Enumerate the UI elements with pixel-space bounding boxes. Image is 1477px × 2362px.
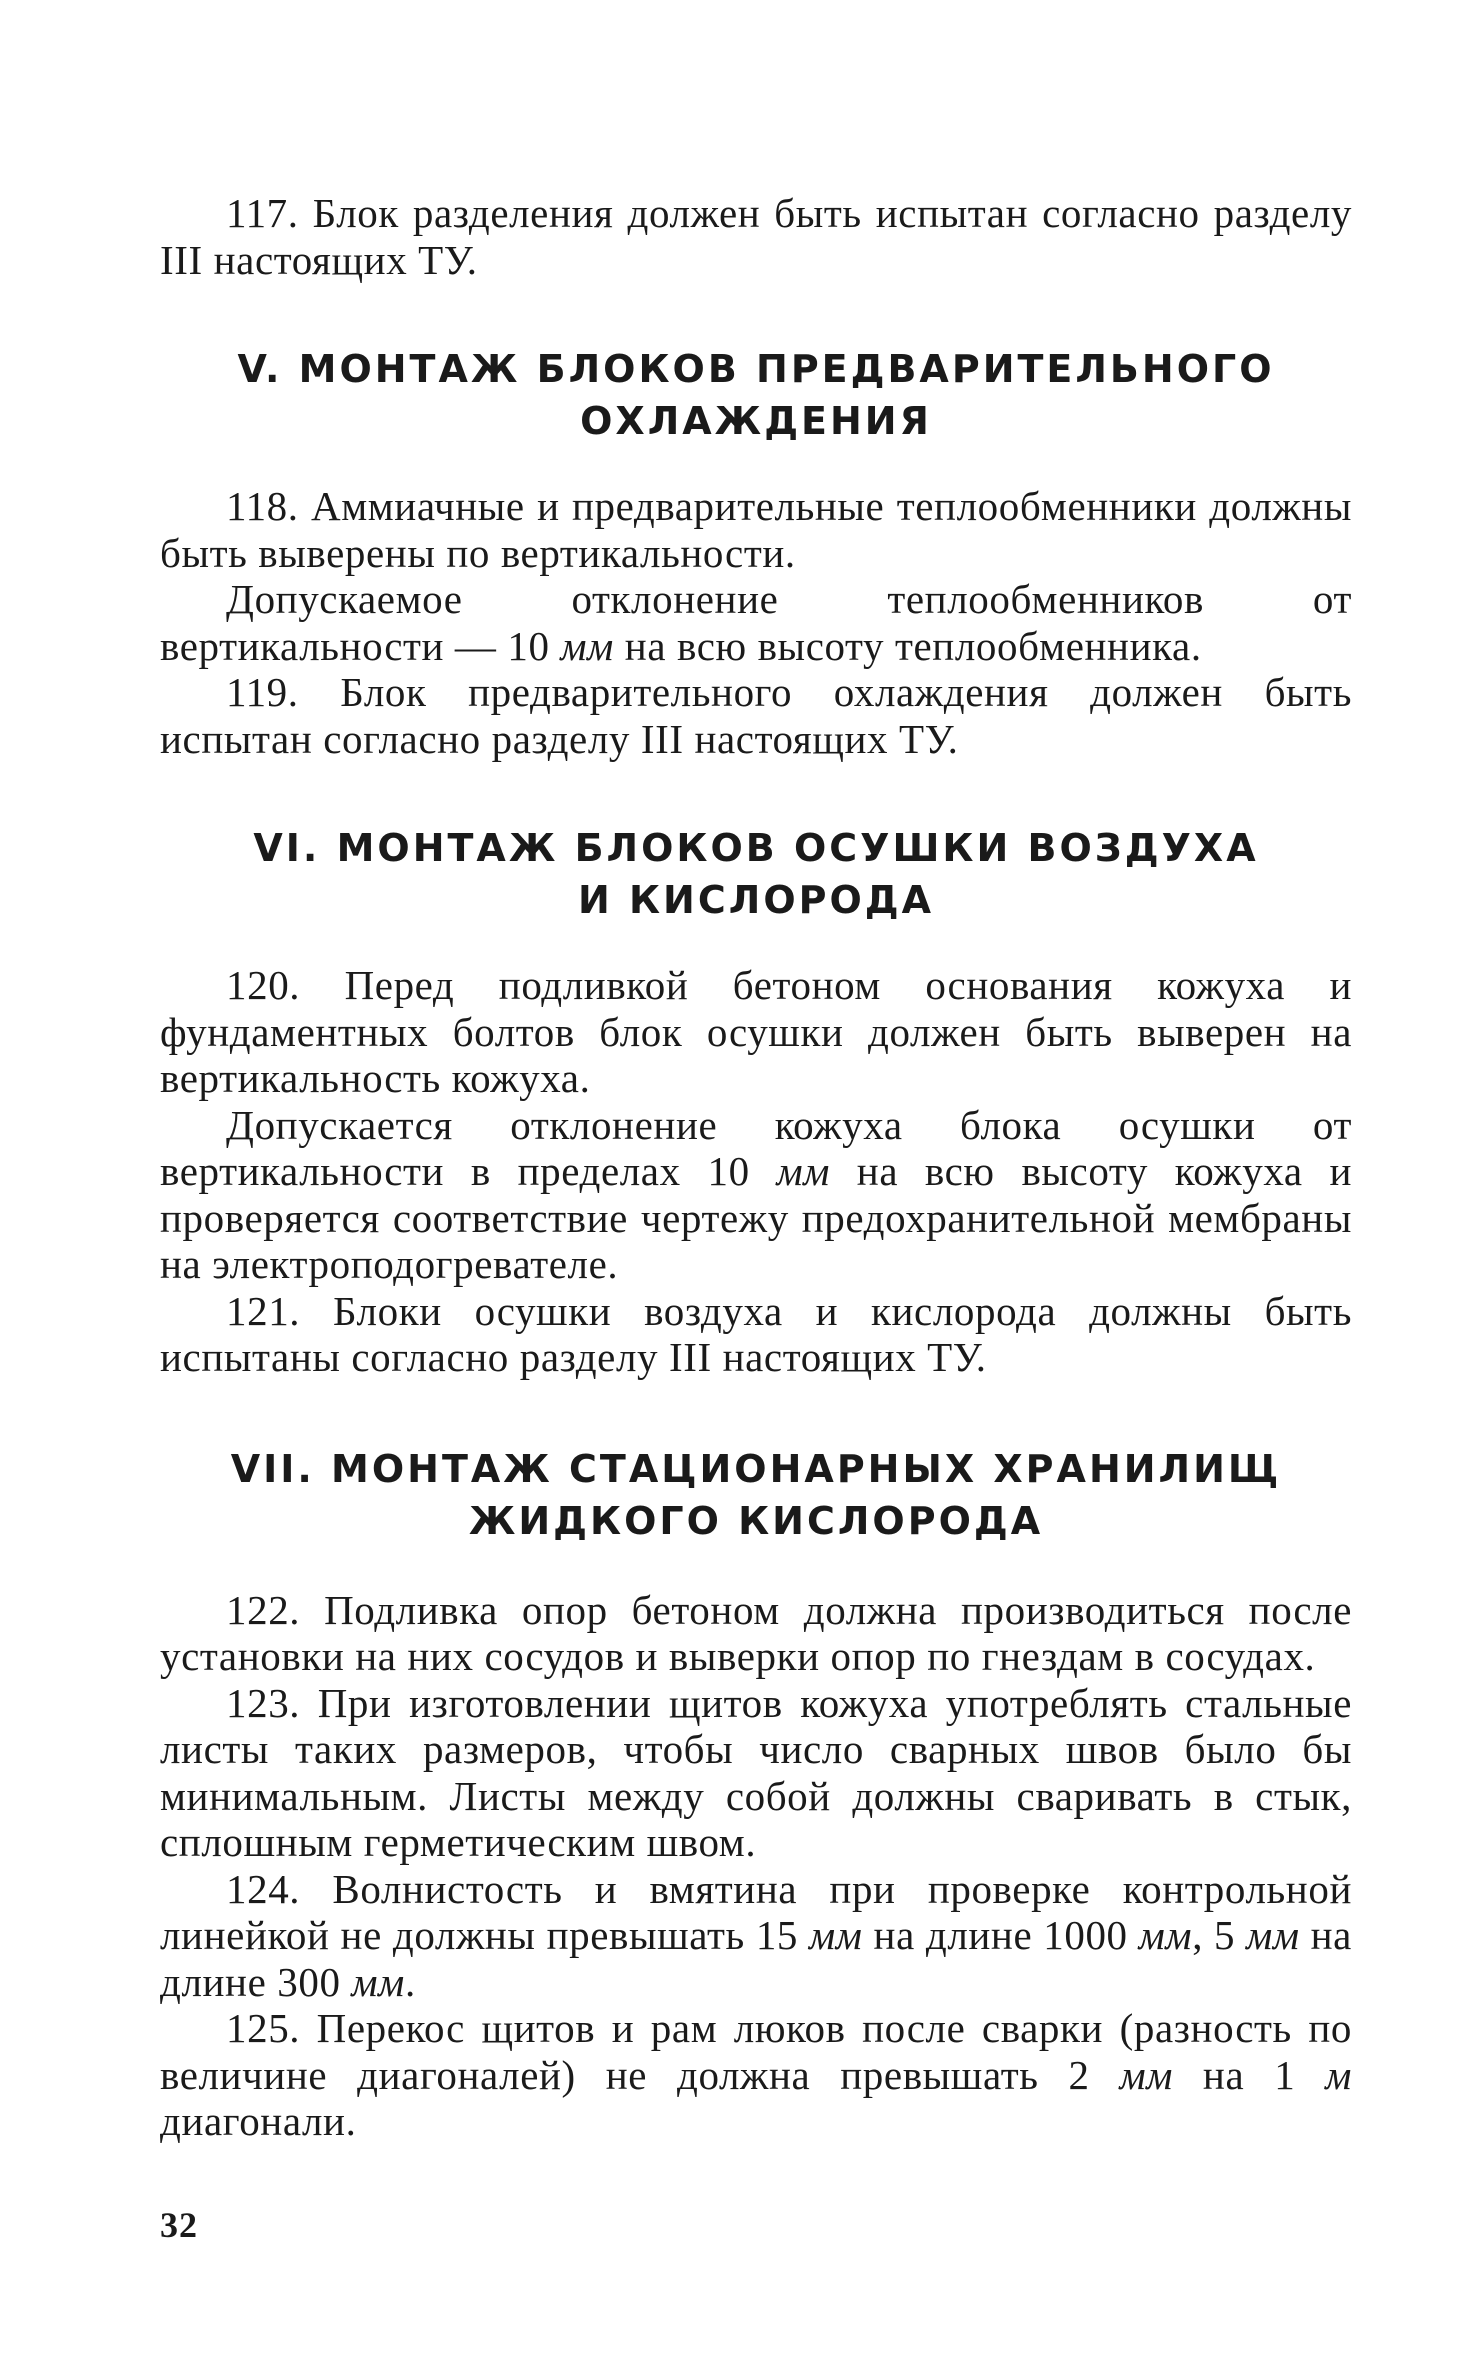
section-heading-vii-line2: ЖИДКОГО КИСЛОРОДА	[468, 1498, 1044, 1543]
section-heading-v-line2: ОХЛАЖДЕНИЯ	[580, 399, 932, 443]
unit-mm: мм	[809, 1912, 863, 1958]
section-heading-vii-line1: VII. МОНТАЖ СТАЦИОНАРНЫХ ХРАНИЛИЩ	[230, 1446, 1282, 1491]
text-fragment: на длине 1000	[862, 1912, 1139, 1958]
text-fragment: Допускается отклонение кожуха блока осушки от вертикальности в пределах 10	[160, 1101, 1352, 1194]
unit-mm: мм	[351, 1958, 405, 2005]
section-heading-v	[160, 343, 1352, 447]
paragraph-118-tolerance	[160, 576, 1352, 669]
paragraph-118: 118. Аммиачные и предварительные теплообменники должны быть выверены по вертикальности.	[160, 483, 1352, 576]
unit-mm: мм	[1119, 2051, 1173, 2098]
section-heading-vi-line1: VI. МОНТАЖ БЛОКОВ ОСУШКИ ВОЗДУХА	[253, 826, 1259, 870]
section-heading-v-line1: V. МОНТАЖ БЛОКОВ ПРЕДВАРИТЕЛЬНОГО	[237, 347, 1275, 391]
paragraph-119: 119. Блок предварительного охлаждения должен быть испытан согласно разделу III настоящих ТУ.	[160, 669, 1352, 762]
text-fragment: 124. Волнистость и вмятина при проверке контрольной линейкой не должны превышать 15	[160, 1865, 1352, 1958]
text-fragment: на длине 300	[160, 1912, 1352, 2005]
text-fragment: на 1	[1173, 2051, 1326, 2098]
section-heading-vi-line2: И КИСЛОРОДА	[577, 878, 935, 922]
page-number: 32	[160, 2205, 198, 2245]
unit-mm: мм	[776, 1148, 831, 1194]
text-fragment: , 5	[1192, 1912, 1247, 1958]
paragraph-117: 117. Блок разделения должен быть испытан согласно разделу III настоящих ТУ.	[160, 190, 1352, 283]
paragraph-124	[160, 1866, 1352, 2006]
unit-mm: мм	[1246, 1912, 1300, 1958]
text-fragment: .	[404, 1958, 416, 2005]
text-fragment: диагонали.	[160, 2098, 357, 2144]
paragraph-120-tolerance	[160, 1102, 1352, 1288]
paragraph-123: 123. При изготовлении щитов кожуха употреблять стальные листы таких размеров, чтобы число сварных швов было бы минимальным. Листы между собой должны сваривать в стык, сплошным герметическим швом.	[160, 1679, 1352, 1865]
paragraph-120: 120. Перед подливкой бетоном основания кожуха и фундаментных болтов блок осушки должен быть выверен на вертикальность кожуха.	[160, 962, 1352, 1101]
text-fragment: на всю высоту кожуха и проверяется соответствие чертежу предохранительной мембраны на электроподогревателе.	[160, 1148, 1352, 1287]
unit-mm: мм	[1138, 1912, 1193, 1958]
section-heading-vii	[160, 1443, 1352, 1547]
paragraph-122: 122. Подливка опор бетоном должна производиться после установки на них сосудов и выверки опор по гнездам в сосудах.	[160, 1586, 1352, 1679]
section-heading-vi	[160, 822, 1352, 926]
unit-mm: мм	[560, 622, 614, 669]
page-body	[160, 190, 1352, 2145]
paragraph-121: 121. Блоки осушки воздуха и кислорода должны быть испытаны согласно разделу III настоящих ТУ.	[160, 1287, 1352, 1380]
text-fragment: на всю высоту теплообменника.	[613, 622, 1202, 669]
text-fragment: 125. Перекос щитов и рам люков после сварки (разность по величине диагоналей) не должна превышать 2	[160, 2005, 1352, 2098]
paragraph-125	[160, 2005, 1352, 2145]
unit-m: м	[1325, 2051, 1352, 2098]
text-fragment: Допускаемое отклонение теплообменников от вертикальности — 10	[160, 576, 1352, 669]
